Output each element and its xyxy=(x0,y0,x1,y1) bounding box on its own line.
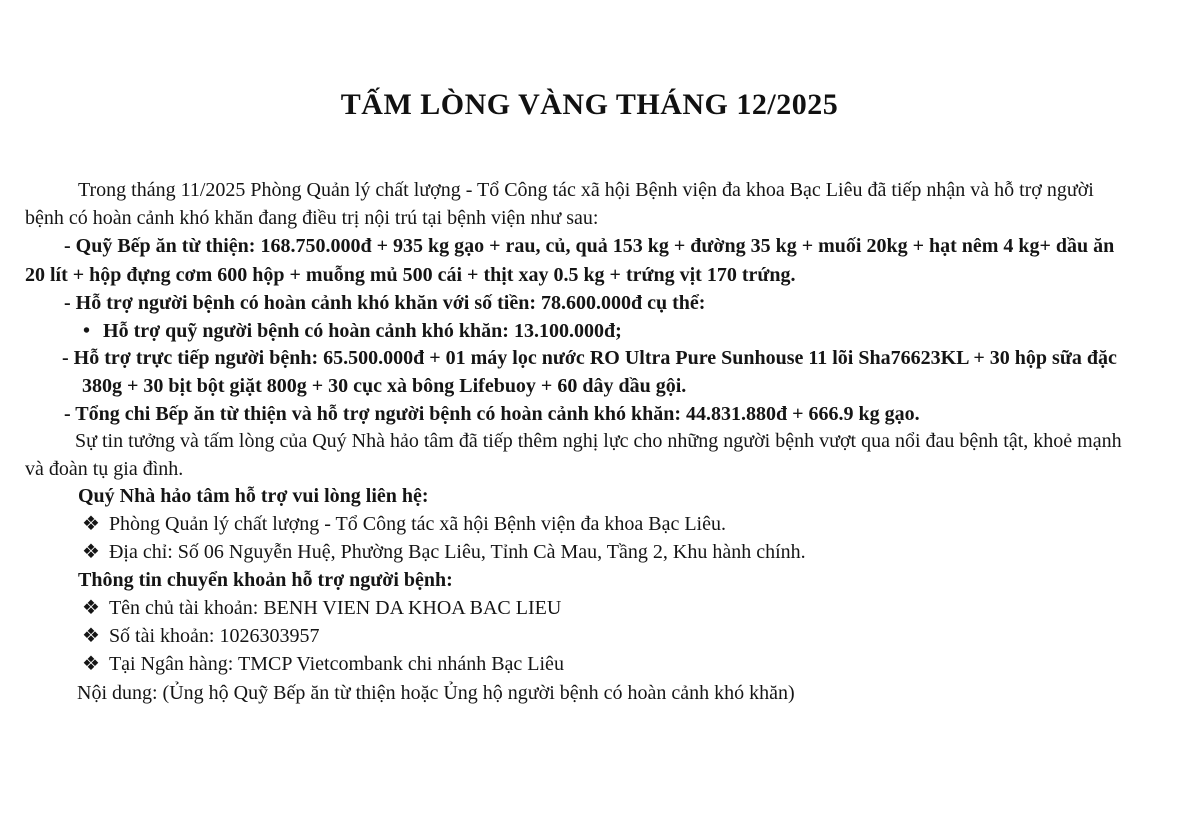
kitchen-fund-line2: 20 lít + hộp đựng cơm 600 hộp + muỗng mủ 500 cái + thịt xay 0.5 kg + trứng vịt 170 trứng. xyxy=(25,264,796,286)
diamond-bullet-icon: ❖ xyxy=(82,597,100,619)
patient-support-line: - Hỗ trợ người bệnh có hoàn cảnh khó khăn với số tiền: 78.600.000đ cụ thể: xyxy=(64,292,706,314)
diamond-bullet-icon: ❖ xyxy=(82,541,100,563)
contact-heading: Quý Nhà hảo tâm hỗ trợ vui lòng liên hệ: xyxy=(78,485,429,507)
fund-bullet-text: Hỗ trợ quỹ người bệnh có hoàn cảnh khó khăn: 13.100.000đ; xyxy=(103,320,622,342)
intro-paragraph-line1: Trong tháng 11/2025 Phòng Quản lý chất lượng - Tổ Công tác xã hội Bệnh viện đa khoa Bạc Liêu đã tiếp nhận và hỗ trợ người xyxy=(78,179,1094,201)
bullet-dot-icon: • xyxy=(83,320,91,342)
transfer-item-account-number xyxy=(82,623,319,649)
transfer-item-text: Tên chủ tài khoản: BENH VIEN DA KHOA BAC LIEU xyxy=(108,597,562,619)
contact-item-text: Phòng Quản lý chất lượng - Tổ Công tác xã hội Bệnh viện đa khoa Bạc Liêu. xyxy=(108,513,726,535)
transfer-item-text: Tại Ngân hàng: TMCP Vietcombank chi nhánh Bạc Liêu xyxy=(108,653,564,675)
gratitude-line1: Sự tin tưởng và tấm lòng của Quý Nhà hảo tâm đã tiếp thêm nghị lực cho những người bệnh vượt qua nổi đau bệnh tật, khoẻ mạnh xyxy=(75,430,1122,452)
direct-support-line2: 380g + 30 bịt bột giặt 800g + 30 cục xà bông Lifebuoy + 60 dây dầu gội. xyxy=(82,375,687,397)
contact-item-text: Địa chỉ: Số 06 Nguyễn Huệ, Phường Bạc Liêu, Tỉnh Cà Mau, Tầng 2, Khu hành chính. xyxy=(108,541,806,563)
transfer-item-bank xyxy=(82,651,564,677)
intro-paragraph-line2: bệnh có hoàn cảnh khó khăn đang điều trị nội trú tại bệnh viện như sau: xyxy=(25,207,599,229)
total-spent-line: - Tổng chi Bếp ăn từ thiện và hỗ trợ người bệnh có hoàn cảnh khó khăn: 44.831.880đ + 666.9 kg gạo. xyxy=(64,403,920,425)
transfer-item-account-name xyxy=(82,595,561,621)
kitchen-fund-line1: - Quỹ Bếp ăn từ thiện: 168.750.000đ + 935 kg gạo + rau, củ, quả 153 kg + đường 35 kg + muối 20kg + hạt nêm 4 kg+ dầu ăn xyxy=(64,235,1115,257)
direct-support-line1: - Hỗ trợ trực tiếp người bệnh: 65.500.000đ + 01 máy lọc nước RO Ultra Pure Sunhouse 11 lõi Sha76623KL + 30 hộp sữa đặc xyxy=(62,347,1117,369)
diamond-bullet-icon: ❖ xyxy=(82,653,100,675)
transfer-heading: Thông tin chuyển khoản hỗ trợ người bệnh: xyxy=(78,569,453,591)
fund-bullet-line xyxy=(83,318,622,344)
diamond-bullet-icon: ❖ xyxy=(82,625,100,647)
transfer-item-text: Số tài khoản: 1026303957 xyxy=(108,625,320,647)
contact-item-address xyxy=(82,539,806,565)
gratitude-line2: và đoàn tụ gia đình. xyxy=(25,458,184,480)
contact-item-department xyxy=(82,511,726,537)
document-title: TẤM LÒNG VÀNG THÁNG 12/2025 xyxy=(340,88,839,121)
transfer-note-line: Nội dung: (Ủng hộ Quỹ Bếp ăn từ thiện hoặc Ủng hộ người bệnh có hoàn cảnh khó khăn) xyxy=(77,682,795,704)
diamond-bullet-icon: ❖ xyxy=(82,513,100,535)
